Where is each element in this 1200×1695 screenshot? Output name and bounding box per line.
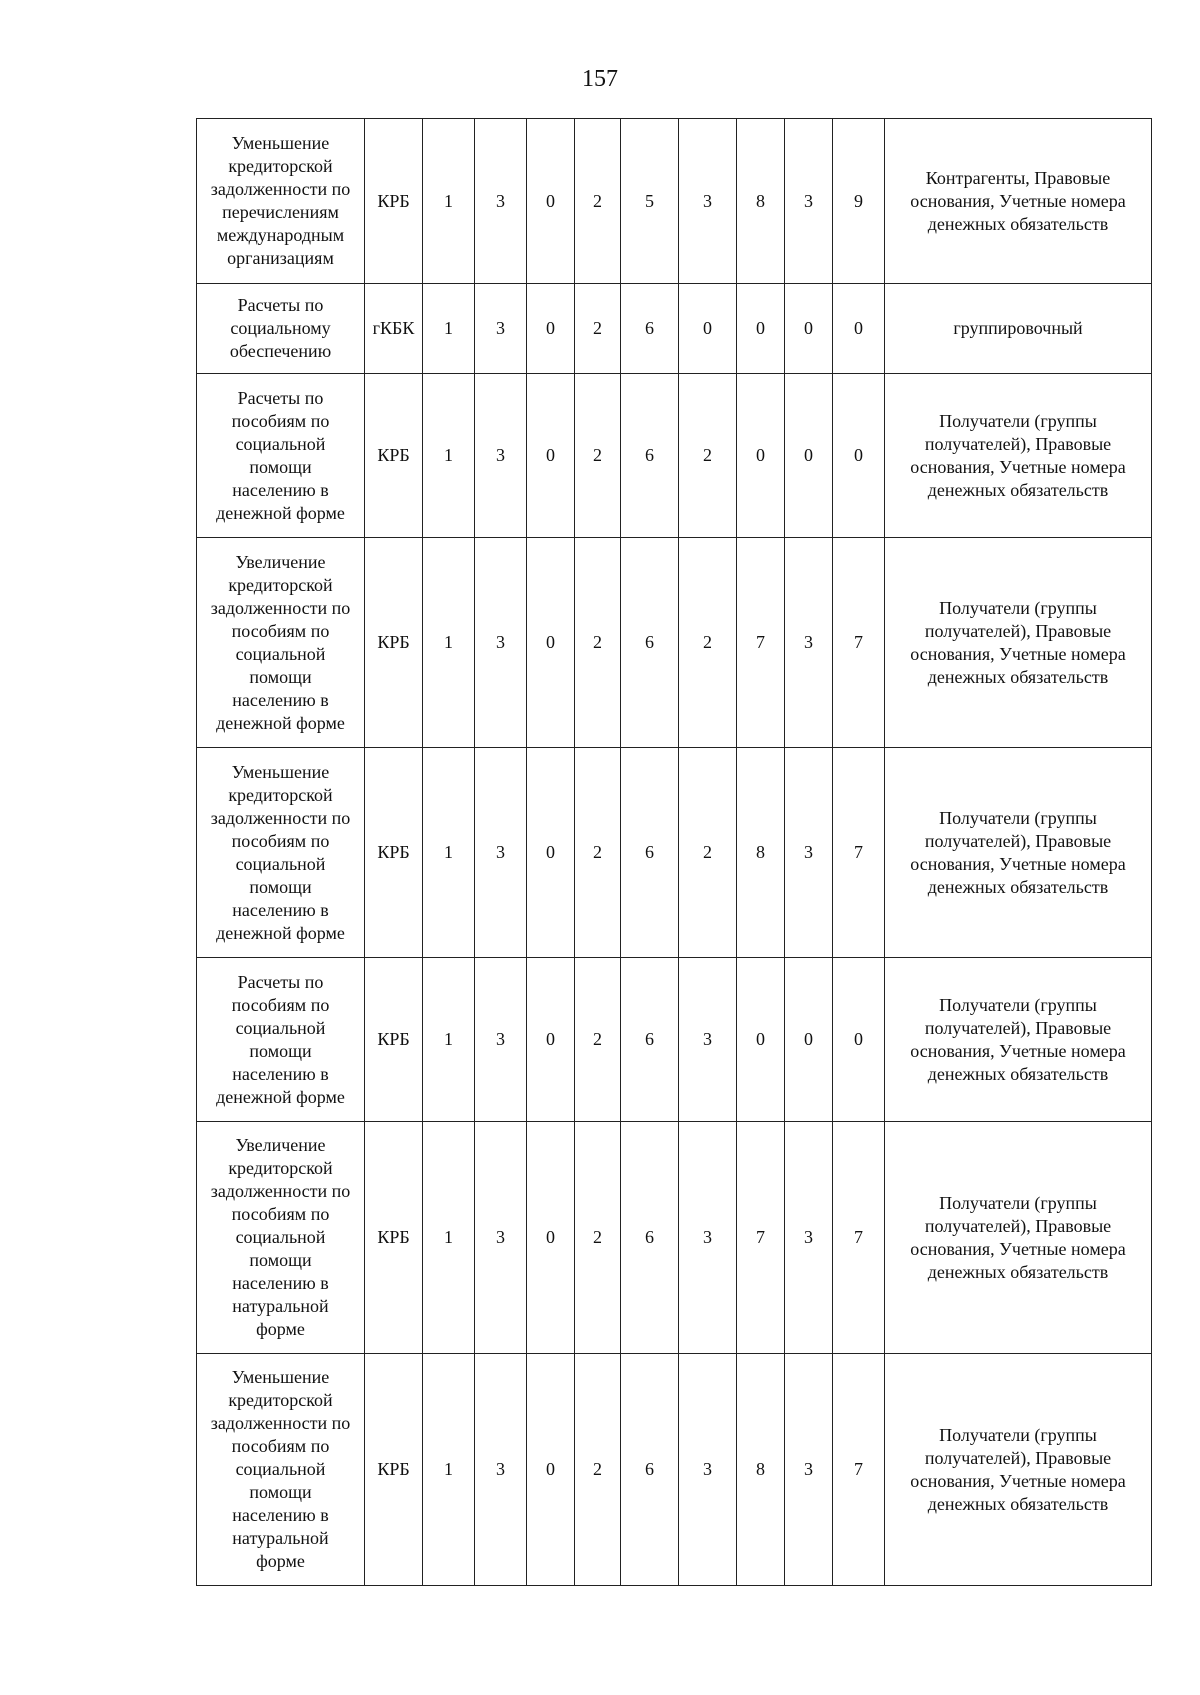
analytics-line: денежных обязательств [927,1493,1109,1514]
code-type-cell: КРБ [365,748,423,958]
analytics-line: получателей), Правовые [924,433,1112,454]
account-digit-cell: 7 [833,538,885,748]
code-type-cell: КРБ [365,958,423,1122]
analytics-line: основания, Учетные номера [910,1040,1126,1061]
account-name-line: населению в [232,899,329,920]
account-digit-cell: 3 [785,119,833,284]
account-digit-cell: 6 [621,374,679,538]
account-name-line: форме [256,1319,305,1339]
account-name-line: денежной форме [216,502,345,523]
analytics-line: получателей), Правовые [924,1017,1112,1038]
account-name-line: помощи [249,1040,312,1061]
account-digit-cell: 1 [423,119,475,284]
account-name-line: обеспечению [229,341,332,361]
account-name-cell [197,119,365,284]
analytics-line: основания, Учетные номера [910,853,1126,874]
account-name-line: помощи [249,876,312,897]
account-digit-cell: 3 [785,1122,833,1354]
account-digit-cell: 3 [679,1354,737,1586]
account-digit-cell: 3 [785,748,833,958]
account-digit-cell: 0 [527,748,575,958]
account-name-line: социальной [235,643,326,664]
analytics-cell [885,1122,1152,1354]
account-name-line: Уменьшение [231,761,330,782]
analytics-cell [885,958,1152,1122]
account-digit-cell: 2 [575,958,621,1122]
account-name-line: перечислениям [222,202,339,222]
account-digit-cell: 3 [475,119,527,284]
account-digit-cell: 1 [423,1122,475,1354]
account-digit-cell: 0 [737,958,785,1122]
account-name-line: населению в [232,689,329,710]
account-digit-cell: 8 [737,119,785,284]
analytics-line: Получатели (группы [939,1424,1097,1445]
table-row [197,119,1152,284]
accounts-table [196,118,1152,1586]
account-digit-cell: 1 [423,284,475,374]
analytics-line: основания, Учетные номера [910,643,1126,664]
account-digit-cell: 9 [833,119,885,284]
account-digit-cell: 1 [423,958,475,1122]
account-digit-cell: 2 [575,374,621,538]
analytics-cell [885,119,1152,284]
account-digit-cell: 2 [679,374,737,538]
account-name-line: кредиторской [228,156,333,176]
account-name-line: пособиям по [231,1204,330,1224]
account-name-cell [197,1122,365,1354]
account-digit-cell: 1 [423,748,475,958]
analytics-line: основания, Учетные номера [910,456,1126,477]
account-digit-cell: 0 [679,284,737,374]
account-digit-cell: 2 [575,119,621,284]
analytics-line: Получатели (группы [939,410,1097,431]
account-digit-cell: 0 [527,284,575,374]
analytics-line: денежных обязательств [927,213,1109,234]
analytics-line: основания, Учетные номера [910,1470,1126,1491]
account-digit-cell: 6 [621,538,679,748]
account-digit-cell: 8 [737,748,785,958]
account-name-line: Уменьшение [231,133,330,153]
account-digit-cell: 2 [679,748,737,958]
account-digit-cell: 6 [621,1354,679,1586]
account-digit-cell: 3 [785,1354,833,1586]
account-digit-cell: 0 [527,958,575,1122]
account-name-line: Расчеты по [237,387,324,408]
account-digit-cell: 3 [785,538,833,748]
account-digit-cell: 0 [737,374,785,538]
account-name-line: Расчеты по [237,295,324,315]
account-digit-cell: 3 [475,284,527,374]
account-name-line: организациям [227,248,334,268]
account-digit-cell: 1 [423,538,475,748]
account-name-line: населению в [232,1273,329,1293]
account-digit-cell: 0 [785,958,833,1122]
code-type-cell: КРБ [365,119,423,284]
analytics-line: основания, Учетные номера [910,190,1126,211]
account-digit-cell: 3 [475,958,527,1122]
account-digit-cell: 3 [475,748,527,958]
account-name-line: помощи [249,456,312,477]
account-digit-cell: 1 [423,374,475,538]
account-name-line: пособиям по [231,1436,330,1456]
table-row [197,284,1152,374]
account-name-line: социальной [235,853,326,874]
account-name-cell [197,748,365,958]
account-digit-cell: 0 [527,374,575,538]
account-name-line: населению в [232,479,329,500]
account-name-line: Уменьшение [231,1367,330,1387]
code-type-cell: КРБ [365,1122,423,1354]
account-digit-cell: 0 [833,374,885,538]
account-digit-cell: 3 [475,538,527,748]
account-name-line: пособиям по [231,830,330,851]
analytics-line: получателей), Правовые [924,1447,1112,1468]
account-name-line: задолженности по [210,1181,351,1201]
code-type-cell: гКБК [365,284,423,374]
account-digit-cell: 6 [621,748,679,958]
account-digit-cell: 3 [475,1354,527,1586]
account-name-line: пособиям по [231,620,330,641]
code-type-cell: КРБ [365,374,423,538]
account-digit-cell: 5 [621,119,679,284]
account-name-line: задолженности по [210,597,351,618]
account-name-line: Увеличение [235,551,326,572]
analytics-line: денежных обязательств [927,666,1109,687]
account-name-line: помощи [249,1482,312,1502]
account-digit-cell: 0 [527,538,575,748]
code-type-cell: КРБ [365,538,423,748]
account-name-line: пособиям по [231,410,330,431]
account-digit-cell: 2 [575,1122,621,1354]
account-name-line: кредиторской [228,784,333,805]
analytics-line: получателей), Правовые [924,1215,1112,1236]
account-digit-cell: 2 [575,1354,621,1586]
account-name-line: натуральной [232,1528,329,1548]
account-name-line: помощи [249,666,312,687]
table-row [197,748,1152,958]
account-digit-cell: 3 [475,1122,527,1354]
analytics-line: основания, Учетные номера [910,1238,1126,1259]
analytics-line: группировочный [953,318,1083,338]
page-number: 157 [582,66,618,92]
analytics-line: Получатели (группы [939,807,1097,828]
account-digit-cell: 0 [737,284,785,374]
account-name-line: денежной форме [216,1086,345,1107]
analytics-cell [885,374,1152,538]
table-row [197,538,1152,748]
analytics-cell [885,284,1152,374]
account-name-line: населению в [232,1063,329,1084]
account-digit-cell: 3 [679,119,737,284]
account-name-cell [197,284,365,374]
table-row [197,958,1152,1122]
table-row [197,1122,1152,1354]
account-name-line: кредиторской [228,1158,333,1178]
account-digit-cell: 0 [527,1354,575,1586]
account-name-cell [197,538,365,748]
account-digit-cell: 7 [833,1122,885,1354]
analytics-cell [885,1354,1152,1586]
code-type-cell: КРБ [365,1354,423,1586]
account-digit-cell: 8 [737,1354,785,1586]
account-name-line: пособиям по [231,994,330,1015]
account-digit-cell: 7 [737,538,785,748]
analytics-line: Получатели (группы [939,994,1097,1015]
account-name-line: кредиторской [228,1390,333,1410]
account-name-cell [197,958,365,1122]
table-row [197,374,1152,538]
analytics-line: получателей), Правовые [924,620,1112,641]
account-name-line: натуральной [232,1296,329,1316]
account-name-line: социальной [235,433,326,454]
account-digit-cell: 2 [575,538,621,748]
account-name-line: денежной форме [216,922,345,943]
account-name-line: форме [256,1551,305,1571]
account-digit-cell: 0 [527,119,575,284]
account-digit-cell: 2 [679,538,737,748]
account-name-line: денежной форме [216,712,345,733]
account-name-line: социальной [235,1017,326,1038]
account-name-line: социальной [235,1227,326,1247]
account-name-line: кредиторской [228,574,333,595]
account-digit-cell: 7 [833,748,885,958]
account-name-line: задолженности по [210,1413,351,1433]
analytics-line: Контрагенты, Правовые [925,167,1111,188]
account-name-cell [197,1354,365,1586]
account-name-cell [197,374,365,538]
account-digit-cell: 0 [833,958,885,1122]
analytics-line: денежных обязательств [927,1063,1109,1084]
analytics-line: денежных обязательств [927,876,1109,897]
account-name-line: социальной [235,1459,326,1479]
table-body [197,119,1152,1586]
analytics-cell [885,538,1152,748]
account-digit-cell: 6 [621,958,679,1122]
account-name-line: помощи [249,1250,312,1270]
account-digit-cell: 3 [679,958,737,1122]
account-digit-cell: 7 [737,1122,785,1354]
account-name-line: Увеличение [235,1135,326,1155]
account-name-line: международным [216,225,345,245]
analytics-line: Получатели (группы [939,1192,1097,1213]
account-digit-cell: 3 [475,374,527,538]
account-digit-cell: 1 [423,1354,475,1586]
table-row [197,1354,1152,1586]
account-digit-cell: 0 [785,374,833,538]
account-digit-cell: 6 [621,284,679,374]
account-digit-cell: 2 [575,284,621,374]
analytics-line: денежных обязательств [927,479,1109,500]
account-name-line: задолженности по [210,807,351,828]
account-digit-cell: 0 [527,1122,575,1354]
account-name-line: задолженности по [210,179,351,199]
analytics-line: денежных обязательств [927,1261,1109,1282]
account-digit-cell: 6 [621,1122,679,1354]
account-digit-cell: 0 [833,284,885,374]
account-name-line: социальному [230,318,331,338]
account-digit-cell: 2 [575,748,621,958]
analytics-cell [885,748,1152,958]
account-digit-cell: 3 [679,1122,737,1354]
account-name-line: населению в [232,1505,329,1525]
account-digit-cell: 0 [785,284,833,374]
analytics-line: Получатели (группы [939,597,1097,618]
account-name-line: Расчеты по [237,971,324,992]
account-digit-cell: 7 [833,1354,885,1586]
analytics-line: получателей), Правовые [924,830,1112,851]
